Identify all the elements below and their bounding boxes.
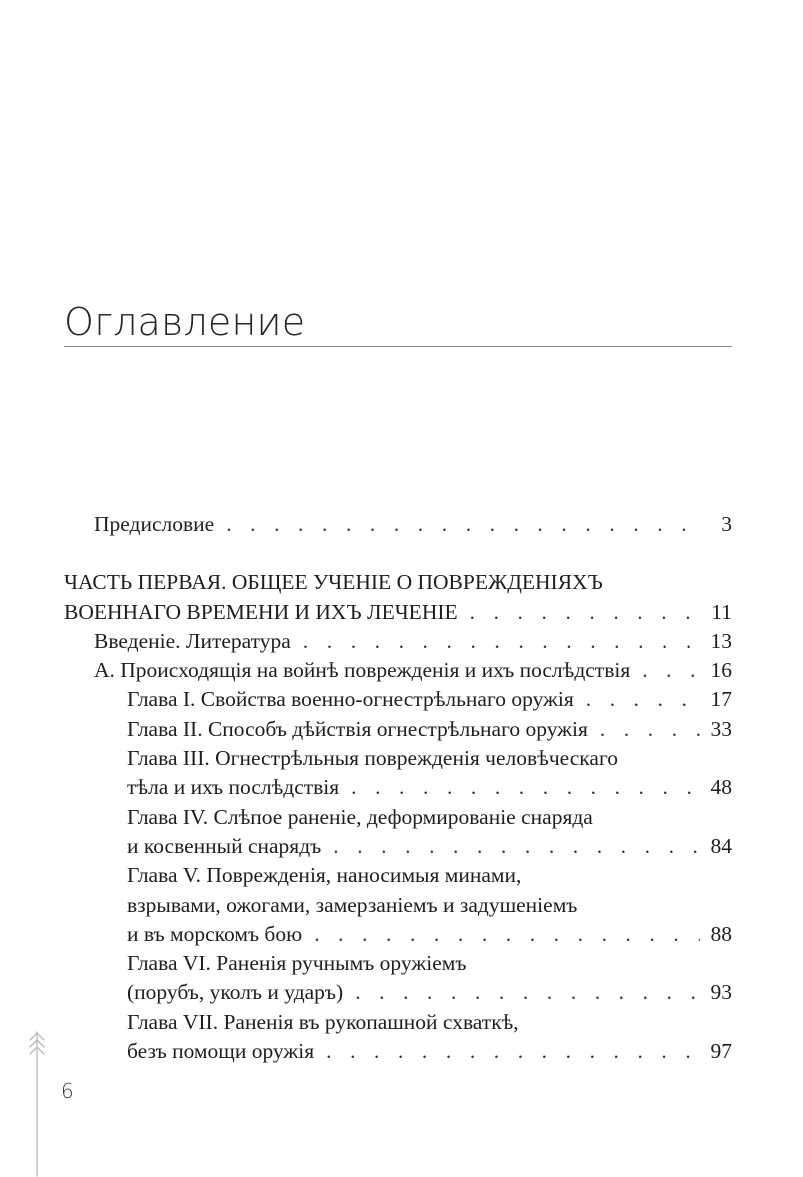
dot-leader: [586, 685, 700, 714]
toc-entry-line: [127, 715, 732, 744]
dot-leader: [333, 832, 700, 861]
toc-entry-line: [94, 510, 732, 539]
toc-entry-part-one[interactable]: [64, 568, 732, 627]
toc-entry-title-line: Глава III. Огнестрѣльныя поврежденія человѣческаго: [127, 746, 618, 771]
dot-leader: [642, 656, 700, 685]
toc-entry-line: [127, 1037, 732, 1066]
toc-entry-title: Глава II. Способъ дѣйствія огнестрѣльнаго оружія: [127, 716, 588, 741]
dot-leader: [226, 510, 700, 539]
toc-page-number: 11: [711, 599, 732, 624]
toc-page-number: 33: [710, 716, 732, 741]
toc-entry-title: ВОЕННАГО ВРЕМЕНИ И ИХЪ ЛЕЧЕНІЕ: [64, 599, 458, 624]
arrow-ornament-icon: [26, 1030, 48, 1177]
toc-entry-title-line: ЧАСТЬ ПЕРВАЯ. ОБЩЕЕ УЧЕНІЕ О ПОВРЕЖДЕНІЯХЪ: [64, 570, 603, 595]
toc-entry-line: [127, 773, 732, 802]
toc-entry-title: Предисловие: [94, 512, 215, 536]
toc-entry-title: безъ помощи оружія: [127, 1039, 315, 1064]
toc-entry-title-line: Глава IV. Слѣпое раненіе, деформированіе снаряда: [127, 804, 593, 829]
toc-entry-title: (порубъ, уколъ и ударъ): [127, 980, 344, 1005]
toc-entry-title: Глава I. Свойства военно-огнестрѣльнаго оружія: [127, 687, 574, 712]
toc-entry-title: и въ морскомъ бою: [127, 921, 303, 946]
toc-entry-title-line: Глава V. Поврежденія, наносимыя минами,: [127, 863, 522, 888]
dot-leader: [326, 1037, 700, 1066]
toc-entry-chapter-2[interactable]: [64, 715, 732, 744]
toc-entry-line: [127, 832, 732, 861]
toc-entry-title: А. Происходящія на войнѣ поврежденія и ихъ послѣдствія: [94, 658, 631, 683]
heading-divider: [64, 346, 732, 347]
page-heading: Оглавление: [64, 300, 306, 344]
dot-leader: [303, 627, 700, 656]
toc-entry-chapter-5[interactable]: [64, 861, 732, 949]
toc-page-number: 13: [710, 628, 732, 653]
dot-leader: [600, 715, 700, 744]
toc-entry-line: [127, 978, 732, 1007]
toc-entry-line: [94, 656, 732, 685]
toc-entry-line: [127, 685, 732, 714]
toc-entry-line: [64, 598, 732, 627]
toc-entry-chapter-6[interactable]: [64, 949, 732, 1008]
toc-entry-introduction[interactable]: [64, 627, 732, 656]
toc-entry-chapter-3[interactable]: [64, 744, 732, 803]
toc-entry-chapter-4[interactable]: [64, 803, 732, 862]
toc-page-number: 3: [721, 512, 732, 536]
toc-entry-title-line: Глава VI. Раненія ручнымъ оружіемъ: [127, 951, 467, 976]
toc-entry-title-line: взрывами, ожогами, замерзаніемъ и задушеніемъ: [127, 892, 578, 917]
dot-leader: [351, 773, 700, 802]
toc-entry-title: и косвенный снарядъ: [127, 833, 322, 858]
toc-entry-chapter-7[interactable]: [64, 1008, 732, 1067]
toc-page-number: 84: [710, 833, 732, 858]
toc-page-number: 16: [710, 658, 732, 683]
toc-page-number: 97: [710, 1039, 732, 1064]
toc-page-number: 88: [710, 921, 732, 946]
toc-entry-title-line: Глава VII. Раненія въ рукопашной схваткѣ,: [127, 1009, 519, 1034]
dot-leader: [314, 920, 700, 949]
toc-entry-preface[interactable]: [64, 510, 732, 539]
toc-entry-chapter-1[interactable]: [64, 685, 732, 714]
table-of-contents: [64, 510, 732, 1066]
page-number: 6: [61, 1079, 74, 1103]
toc-entry-line: [94, 627, 732, 656]
toc-entry-section-a[interactable]: [64, 656, 732, 685]
toc-entry-title: тѣла и ихъ послѣдствія: [127, 775, 340, 800]
toc-entry-title: Введеніе. Литература: [94, 628, 291, 653]
toc-page-number: 17: [710, 687, 732, 712]
dot-leader: [355, 978, 700, 1007]
toc-page-number: 48: [710, 775, 732, 800]
toc-page-number: 93: [710, 980, 732, 1005]
dot-leader: [470, 598, 700, 627]
toc-entry-line: [127, 920, 732, 949]
